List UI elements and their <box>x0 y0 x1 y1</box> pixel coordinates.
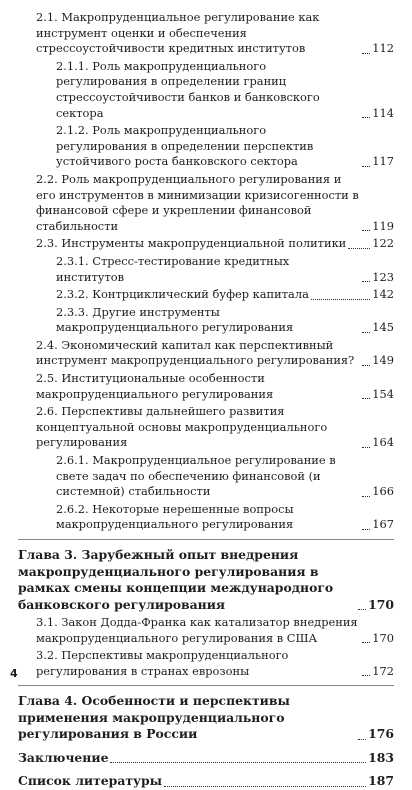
toc-page-number: 112 <box>372 41 394 56</box>
toc-entry-title: 2.1.1. Роль макропруденциального регулирования в определении границ стрессоустойчивости банков и банковского сектора <box>56 58 320 120</box>
dot-leader <box>362 117 370 118</box>
toc-entry-title: 2.6.2. Некоторые нерешенные вопросы макропруденциального регулирования <box>56 501 294 532</box>
toc-entry-title: 2.3.1. Стресс-тестирование кредитных институтов <box>56 253 290 284</box>
toc-entry-title: 2.3.3. Другие инструменты макропруденциального регулирования <box>56 304 294 335</box>
toc-entry-title: 2.4. Экономический капитал как перспективный инструмент макропруденциального регулирования? <box>36 337 355 368</box>
toc-entry-chapter-3 <box>18 547 394 613</box>
toc-entry-title: 2.3.2. Контрциклический буфер капитала <box>56 287 309 302</box>
dot-leader <box>362 496 370 497</box>
toc-page-number: 183 <box>368 749 394 765</box>
toc-entry-3-1 <box>18 615 394 646</box>
toc-page-number: 166 <box>372 484 394 499</box>
toc-entry-title: 3.1. Закон Додда-Франка как катализатор внедрения макропруденциального регулирования в США <box>36 615 358 645</box>
toc-entry-title: 3.2. Перспективы макропруденциального регулирования в странах еврозоны <box>36 648 289 678</box>
toc-entry-2-6 <box>18 404 394 451</box>
toc-entry-title: 2.3. Инструменты макропруденциальной политики <box>36 236 347 251</box>
toc-page-number: 145 <box>372 320 394 335</box>
toc-entry-title: 2.6.1. Макропруденциальное регулирование в свете задач по обеспечению финансовой (и системной) стабильности <box>56 453 336 499</box>
toc-page-number: 172 <box>372 663 394 678</box>
dot-leader <box>362 447 370 448</box>
toc-page-number: 170 <box>372 630 394 645</box>
dot-leader <box>362 332 370 333</box>
page-number: 4 <box>10 667 18 680</box>
dot-leader <box>362 642 370 643</box>
toc-entry-title: 2.1.2. Роль макропруденциального регулирования в определении перспектив устойчивого роста банковского сектора <box>56 123 314 169</box>
dot-leader <box>362 529 370 530</box>
chapter-divider <box>18 685 394 686</box>
toc-page-number: 154 <box>372 386 394 401</box>
toc-entry-2-6-2 <box>18 502 394 533</box>
toc-page-number: 117 <box>372 154 394 169</box>
dot-leader <box>362 365 370 366</box>
toc-entry-2-6-1 <box>18 453 394 500</box>
toc-page-number: 142 <box>372 287 394 302</box>
toc-page-number: 164 <box>372 435 394 450</box>
toc-entry-title: Глава 3. Зарубежный опыт внедрения макропруденциального регулирования в рамках смены концепции международного банковского регулирования <box>18 547 334 612</box>
table-of-contents <box>18 8 394 790</box>
toc-entry-chapter-4 <box>18 693 394 743</box>
dot-leader <box>362 398 370 399</box>
toc-entry-conclusion <box>18 750 394 767</box>
toc-page-number: 176 <box>368 726 394 742</box>
dot-leader <box>110 762 366 763</box>
toc-entry-title: 2.2. Роль макропруденциального регулирования и его инструментов в минимизации кризисогенности в финансовой сфере и укреплении финансовой стабильности <box>36 171 359 233</box>
toc-page-number: 114 <box>372 105 394 120</box>
toc-entry-2-1 <box>18 10 394 57</box>
toc-entry-2-1-2 <box>18 123 394 170</box>
toc-entry-2-3-3 <box>18 305 394 336</box>
toc-entry-2-2 <box>18 172 394 234</box>
dot-leader <box>362 281 370 282</box>
toc-entry-title: Список литературы <box>18 773 163 789</box>
toc-page-number: 187 <box>368 773 394 789</box>
toc-page-number: 119 <box>372 218 394 233</box>
dot-leader <box>311 299 370 300</box>
toc-entry-title: 2.6. Перспективы дальнейшего развития концептуальной основы макропруденциального регулирования <box>36 404 328 450</box>
toc-entry-title: 2.1. Макропруденциальное регулирование как инструмент оценки и обеспечения стрессоустойчивости кредитных институтов <box>36 10 320 56</box>
dot-leader <box>362 230 370 231</box>
toc-entry-2-3-2 <box>18 287 394 303</box>
dot-leader <box>358 609 366 610</box>
dot-leader <box>362 53 370 54</box>
toc-page-number: 123 <box>372 269 394 284</box>
toc-entry-2-1-1 <box>18 59 394 121</box>
toc-entry-references <box>18 773 394 790</box>
dot-leader <box>362 166 370 167</box>
toc-entry-2-3 <box>18 236 394 252</box>
chapter-divider <box>18 539 394 540</box>
toc-page-number: 170 <box>368 596 394 612</box>
toc-entry-title: Глава 4. Особенности и перспективы применения макропруденциального регулирования в России <box>18 693 290 742</box>
toc-entry-2-4 <box>18 338 394 369</box>
dot-leader <box>362 675 370 676</box>
toc-entry-2-5 <box>18 371 394 402</box>
toc-page-number: 149 <box>372 353 394 368</box>
dot-leader <box>348 248 370 249</box>
toc-entry-3-2 <box>18 648 394 679</box>
toc-page-number: 167 <box>372 517 394 532</box>
toc-page-number: 122 <box>372 236 394 251</box>
dot-leader <box>164 786 366 787</box>
toc-entry-2-3-1 <box>18 254 394 285</box>
toc-entry-title: 2.5. Институциональные особенности макропруденциального регулирования <box>36 371 274 401</box>
toc-entry-title: Заключение <box>18 749 109 765</box>
dot-leader <box>358 739 366 740</box>
